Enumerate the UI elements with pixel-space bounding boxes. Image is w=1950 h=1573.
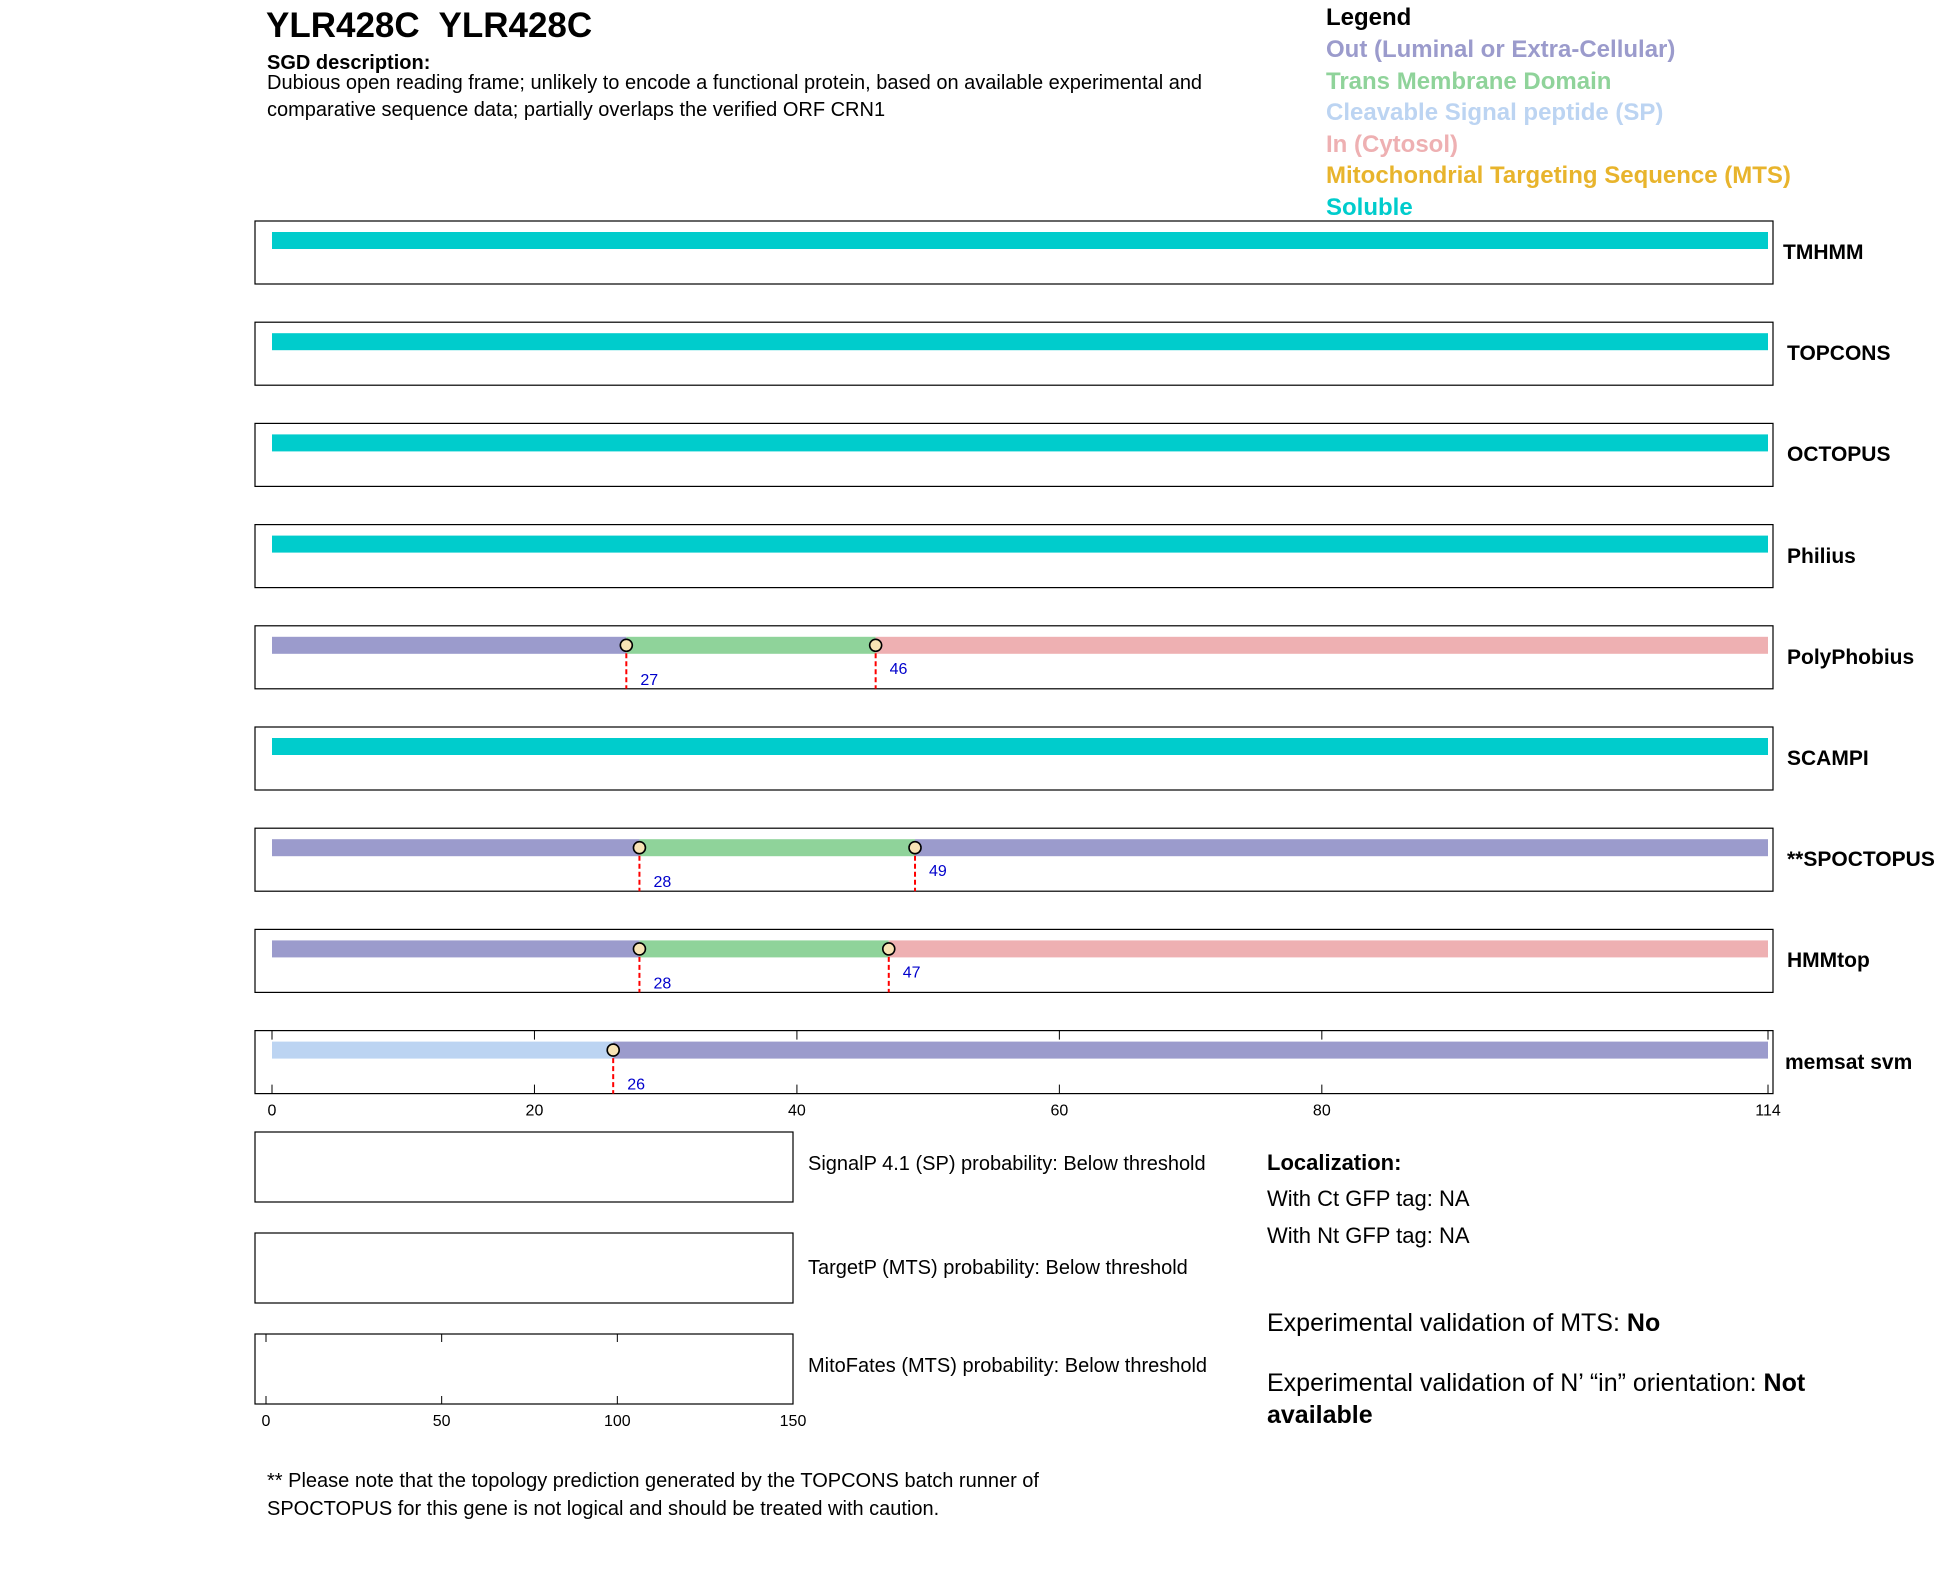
mitofates-tick-label: 100 [603, 1413, 631, 1430]
track-segment [272, 738, 1768, 755]
track-segment [272, 839, 639, 856]
marker-circle [620, 639, 632, 651]
track-label: TOPCONS [1787, 342, 1891, 366]
axis-tick-label: 20 [525, 1102, 544, 1120]
spoctopus-note: ** Please note that the topology prediction generated by the TOPCONS batch runner of SPOCTOPUS for this gene is not logical and should be treated with caution. [267, 1470, 1039, 1520]
track-box [255, 221, 1773, 284]
sgd-description-text: Dubious open reading frame; unlikely to encode a functional protein, based on available experimental and comparative sequence data; partially overlaps the verified ORF CRN1 [267, 72, 1203, 121]
legend-item: Soluble [1326, 193, 1413, 221]
track-box [255, 423, 1773, 486]
track-label: PolyPhobius [1787, 645, 1915, 669]
mts-validation-value: No [1626, 1309, 1661, 1337]
track-box [255, 626, 1773, 689]
track-segment [639, 940, 888, 957]
track-segment [272, 637, 626, 654]
position-label: 47 [902, 964, 921, 982]
mitofates-probability: MitoFates (MTS) probability: Below threshold [808, 1355, 1208, 1377]
marker-circle [607, 1044, 619, 1056]
legend-item: Out (Luminal or Extra-Cellular) [1326, 36, 1676, 63]
track-box [255, 727, 1773, 790]
position-label: 26 [627, 1076, 645, 1094]
track-segment [915, 839, 1768, 856]
page-title: YLR428C YLR428C [266, 6, 593, 45]
mitofates-tick-label: 0 [261, 1413, 271, 1430]
track-segment [272, 536, 1768, 553]
track-segment [876, 637, 1768, 654]
track-box [255, 828, 1773, 891]
sgd-description-label: SGD description: [267, 52, 431, 74]
track-label: OCTOPUS [1787, 443, 1891, 467]
nt-gfp-tag: With Nt GFP tag: NA [1267, 1223, 1470, 1248]
legend-item: Mitochondrial Targeting Sequence (MTS) [1326, 162, 1791, 189]
legend-item: In (Cytosol) [1326, 130, 1458, 158]
nin-validation-value: Not available [1267, 1369, 1806, 1429]
legend-item: Trans Membrane Domain [1326, 67, 1612, 95]
axis-tick-label: 0 [267, 1102, 277, 1120]
axis-tick-label: 60 [1050, 1102, 1069, 1120]
track-segment [272, 1042, 613, 1059]
nin-validation [1267, 1367, 1827, 1431]
position-label: 27 [640, 671, 659, 689]
track-label: memsat svm [1785, 1050, 1913, 1074]
probability-box [255, 1334, 793, 1404]
track-box [255, 929, 1773, 992]
position-label: 46 [889, 660, 908, 678]
track-label: Philius [1787, 544, 1856, 568]
probability-box [255, 1233, 793, 1303]
mitofates-tick-label: 150 [779, 1413, 807, 1430]
localization-title: Localization: [1267, 1150, 1402, 1175]
track-label: **SPOCTOPUS [1787, 848, 1935, 872]
track-segment [272, 434, 1768, 451]
signalp-probability: SignalP 4.1 (SP) probability: Below threshold [808, 1153, 1206, 1175]
targetp-probability: TargetP (MTS) probability: Below threshold [808, 1257, 1188, 1279]
axis-tick-label: 80 [1312, 1102, 1331, 1120]
legend-title: Legend [1326, 4, 1412, 31]
position-label: 28 [653, 874, 672, 892]
marker-circle [883, 943, 895, 955]
position-label: 28 [653, 975, 672, 993]
track-segment [272, 232, 1768, 249]
marker-circle [633, 842, 645, 854]
mts-validation [1267, 1309, 1660, 1338]
track-segment [889, 940, 1768, 957]
marker-circle [870, 639, 882, 651]
mts-validation-label: Experimental validation of MTS: [1267, 1309, 1627, 1337]
track-segment [626, 637, 875, 654]
track-label: TMHMM [1783, 241, 1864, 264]
track-label: HMMtop [1787, 949, 1870, 973]
track-segment [272, 940, 639, 957]
track-segment [613, 1042, 1768, 1059]
axis-tick-label: 114 [1755, 1102, 1781, 1120]
legend-item: Cleavable Signal peptide (SP) [1326, 99, 1664, 126]
track-label: SCAMPI [1787, 747, 1869, 770]
marker-circle [909, 842, 921, 854]
marker-circle [633, 943, 645, 955]
probability-box [255, 1132, 793, 1202]
ct-gfp-tag: With Ct GFP tag: NA [1267, 1186, 1470, 1211]
track-box [255, 525, 1773, 588]
track-segment [639, 839, 915, 856]
track-box [255, 322, 1773, 385]
mitofates-tick-label: 50 [432, 1413, 451, 1430]
position-label: 49 [929, 863, 947, 881]
axis-tick-label: 40 [788, 1102, 806, 1120]
track-box [255, 1031, 1773, 1094]
track-segment [272, 333, 1768, 350]
nin-validation-label: Experimental validation of N’ “in” orientation: [1267, 1369, 1764, 1397]
